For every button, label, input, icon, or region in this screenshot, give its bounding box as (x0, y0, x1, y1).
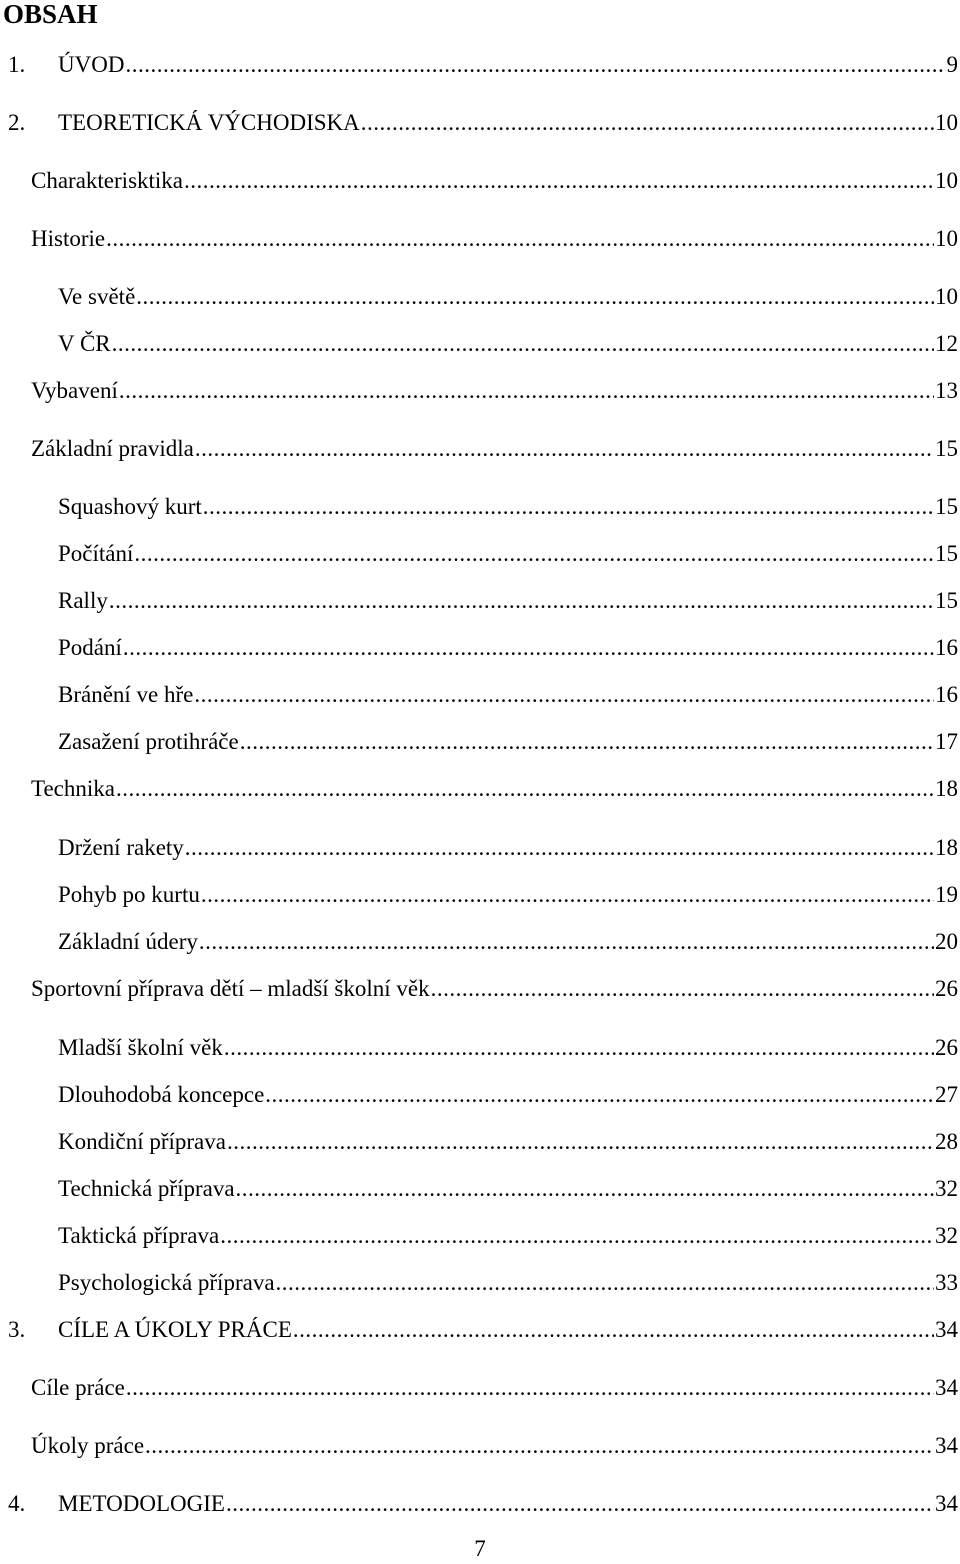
toc-entry-page: 28 (935, 1129, 958, 1154)
toc-dot-leader (194, 680, 934, 710)
toc-entry[interactable] (8, 108, 958, 138)
toc-entry[interactable] (58, 680, 958, 710)
toc-entry[interactable] (8, 1489, 958, 1519)
toc-entry[interactable] (31, 434, 958, 464)
toc-entry[interactable] (58, 927, 958, 957)
toc-entry-label: V ČR (58, 331, 111, 356)
toc-entry[interactable] (58, 1080, 958, 1110)
toc-entry[interactable] (58, 727, 958, 757)
toc-entry-label: Úkoly práce (31, 1433, 145, 1458)
toc-dot-leader (112, 329, 934, 359)
toc-entry[interactable] (31, 1431, 958, 1461)
toc-entry-page: 15 (935, 436, 958, 461)
toc-entry[interactable] (31, 974, 958, 1004)
toc-entry-page: 18 (935, 776, 958, 801)
toc-dot-leader (184, 166, 934, 196)
toc-entry-label: Počítání (58, 541, 134, 566)
toc-entry-page: 26 (935, 976, 958, 1001)
toc-dot-leader (293, 1315, 934, 1345)
toc-entry-label: Podání (58, 635, 122, 660)
toc-dot-leader (116, 774, 934, 804)
toc-entry-label: Rally (58, 588, 108, 613)
page-number: 7 (474, 1536, 486, 1561)
toc-entry-label: Sportovní příprava dětí – mladší školní věk (31, 976, 430, 1001)
page-title: OBSAH (3, 0, 98, 29)
toc-dot-leader (136, 282, 934, 312)
toc-entry[interactable] (58, 329, 958, 359)
toc-entry-number: 2. (8, 110, 26, 135)
toc-entry[interactable] (31, 224, 958, 254)
toc-entry[interactable] (58, 1174, 958, 1204)
toc-dot-leader (134, 539, 934, 569)
toc-entry-label: Vybavení (31, 378, 118, 403)
toc-dot-leader (119, 376, 934, 406)
toc-entry-page: 17 (935, 729, 958, 754)
toc-entry-label: Historie (31, 226, 106, 251)
toc-entry-number: 1. (8, 52, 26, 77)
toc-entry-page: 16 (935, 635, 958, 660)
toc-entry-page: 34 (935, 1433, 958, 1458)
toc-entry[interactable] (58, 492, 958, 522)
toc-entry-label: Základní pravidla (31, 436, 194, 461)
toc-entry-label: Technická příprava (58, 1176, 235, 1201)
toc-dot-leader (431, 974, 934, 1004)
toc-entry-label: Taktická příprava (58, 1223, 220, 1248)
toc-entry-page: 16 (935, 682, 958, 707)
toc-entry-label: Držení rakety (58, 835, 184, 860)
toc-entry-page: 26 (935, 1035, 958, 1060)
toc-dot-leader (203, 492, 934, 522)
toc-entry-page: 10 (935, 168, 958, 193)
toc-entry-label: Dlouhodobá koncepce (58, 1082, 265, 1107)
toc-entry-page: 10 (935, 284, 958, 309)
toc-dot-leader (276, 1268, 934, 1298)
toc-entry[interactable] (58, 633, 958, 663)
toc-entry-page: 34 (935, 1375, 958, 1400)
toc-dot-leader (199, 927, 934, 957)
toc-dot-leader (224, 1033, 934, 1063)
toc-dot-leader (145, 1431, 934, 1461)
toc-entry-number: 4. (8, 1491, 26, 1516)
toc-entry-label: Technika (31, 776, 115, 801)
toc-entry-label: Cíle práce (31, 1375, 125, 1400)
toc-entry[interactable] (58, 1221, 958, 1251)
toc-entry-page: 9 (946, 52, 958, 77)
toc-entry-label: Squashový kurt (58, 494, 202, 519)
toc-dot-leader (226, 1489, 934, 1519)
toc-entry-label: METODOLOGIE (58, 1491, 225, 1516)
toc-entry[interactable] (31, 376, 958, 406)
toc-entry-label: TEORETICKÁ VÝCHODISKA (58, 110, 360, 135)
toc-entry-label: Pohyb po kurtu (58, 882, 200, 907)
toc-dot-leader (109, 586, 934, 616)
toc-entry-page: 10 (935, 226, 958, 251)
toc-entry-page: 33 (935, 1270, 958, 1295)
toc-dot-leader (361, 108, 934, 138)
toc-dot-leader (195, 434, 934, 464)
toc-entry-page: 10 (935, 110, 958, 135)
toc-dot-leader (236, 1174, 934, 1204)
toc-entry[interactable] (58, 539, 958, 569)
toc-dot-leader (227, 1127, 934, 1157)
toc-entry-label: Bránění ve hře (58, 682, 194, 707)
toc-entry-label: Mladší školní věk (58, 1035, 223, 1060)
toc-dot-leader (201, 880, 934, 910)
toc-entry-label: Psychologická příprava (58, 1270, 275, 1295)
toc-dot-leader (240, 727, 934, 757)
toc-dot-leader (220, 1221, 934, 1251)
toc-entry[interactable] (58, 282, 958, 312)
toc-dot-leader (123, 633, 934, 663)
toc-entry-page: 27 (935, 1082, 958, 1107)
toc-entry[interactable] (58, 833, 958, 863)
toc-dot-leader (125, 50, 945, 80)
toc-entry[interactable] (8, 50, 958, 80)
toc-entry-label: Charakterisktika (31, 168, 184, 193)
toc-entry-page: 15 (935, 541, 958, 566)
toc-entry-page: 13 (935, 378, 958, 403)
toc-entry-number: 3. (8, 1317, 26, 1342)
toc-entry[interactable] (58, 880, 958, 910)
toc-entry[interactable] (31, 774, 958, 804)
toc-entry-label: CÍLE A ÚKOLY PRÁCE (58, 1317, 292, 1342)
toc-entry[interactable] (31, 1373, 958, 1403)
toc-dot-leader (185, 833, 934, 863)
toc-entry[interactable] (58, 586, 958, 616)
toc-dot-leader (265, 1080, 934, 1110)
toc-entry[interactable] (58, 1127, 958, 1157)
toc-entry[interactable] (58, 1033, 958, 1063)
toc-entry[interactable] (31, 166, 958, 196)
toc-entry-page: 34 (935, 1317, 958, 1342)
toc-entry-page: 19 (935, 882, 958, 907)
toc-entry-label: Základní údery (58, 929, 198, 954)
toc-dot-leader (126, 1373, 934, 1403)
toc-entry-page: 12 (935, 331, 958, 356)
toc-entry-page: 15 (935, 494, 958, 519)
toc-entry-page: 32 (935, 1223, 958, 1248)
toc-entry-page: 32 (935, 1176, 958, 1201)
toc-entry-page: 20 (935, 929, 958, 954)
toc-dot-leader (106, 224, 934, 254)
toc-entry-label: ÚVOD (58, 52, 125, 77)
toc-entry-label: Kondiční příprava (58, 1129, 226, 1154)
toc-entry-label: Ve světě (58, 284, 136, 309)
toc-entry-page: 18 (935, 835, 958, 860)
toc-entry-page: 34 (935, 1491, 958, 1516)
toc-entry[interactable] (8, 1315, 958, 1345)
toc-entry-page: 15 (935, 588, 958, 613)
toc-entry-label: Zasažení protihráče (58, 729, 239, 754)
toc-entry[interactable] (58, 1268, 958, 1298)
